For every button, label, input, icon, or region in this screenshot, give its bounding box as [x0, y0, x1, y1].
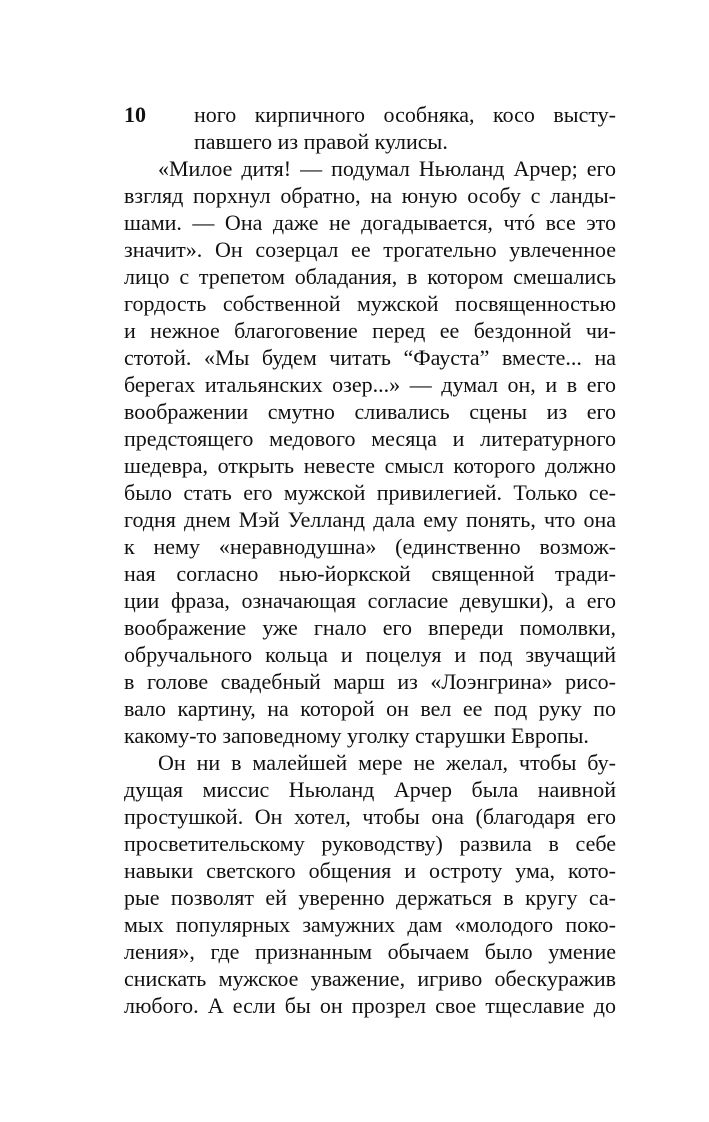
text-line: Он ни в малейшей мере не желал, чтобы бу-: [158, 750, 616, 775]
text-line: взгляд порхнул обратно, на юную особу с ланды-: [124, 183, 616, 208]
text-line: какому-то заповедному уголку старушки Европы.: [124, 723, 589, 748]
text-line: к нему «неравнодушна» (единственно возмож-: [124, 534, 616, 559]
paragraph-2: [124, 155, 616, 749]
page-number: 10: [124, 102, 146, 127]
text-line: дущая миссис Ньюланд Арчер была наивной: [124, 777, 616, 802]
text-line: шедевра, открыть невесте смысл которого должно: [124, 453, 616, 478]
text-line: лицо с трепетом обладания, в котором смешались: [124, 264, 616, 289]
text-line: и нежное благоговение перед ее бездонной чи-: [124, 318, 616, 343]
text-line: предстоящего медового месяца и литературного: [124, 426, 616, 451]
text-line: значит». Он созерцал ее трогательно увлеченное: [124, 237, 616, 262]
paragraph-3: [124, 749, 616, 1019]
text-line: павшего из правой кулисы.: [194, 129, 448, 154]
text-line: снискать мужское уважение, игриво обескуражив: [124, 966, 616, 991]
body-text: [124, 101, 616, 1019]
text-line: годня днем Мэй Уелланд дала ему понять, что она: [124, 507, 616, 532]
text-line: просветительскому руководству) развила в себе: [124, 831, 616, 856]
text-line: воображение уже гнало его впереди помолвки,: [124, 615, 616, 640]
text-line: «Милое дитя! — подумал Ньюланд Арчер; его: [158, 156, 616, 181]
text-line: ления», где признанным обычаем было умение: [124, 939, 616, 964]
text-line: рые позволят ей уверенно держаться в кругу са-: [124, 885, 616, 910]
text-line: вало картину, на которой он вел ее под руку по: [124, 696, 616, 721]
paragraph-1: [124, 101, 616, 155]
text-line: стотой. «Мы будем читать “Фауста” вместе... на: [124, 345, 616, 370]
text-line: ного кирпичного особняка, косо высту-: [194, 102, 616, 127]
text-line: гордость собственной мужской посвященностью: [124, 291, 616, 316]
text-line: мых популярных замужних дам «молодого поко-: [124, 912, 616, 937]
text-line: любого. А если бы он прозрел свое тщеславие до: [124, 993, 616, 1018]
text-line: ции фраза, означающая согласие девушки), а его: [124, 588, 616, 613]
text-line: навыки светского общения и остроту ума, кото-: [124, 858, 616, 883]
text-line: было стать его мужской привилегией. Только се-: [124, 480, 616, 505]
text-line: простушкой. Он хотел, чтобы она (благодаря его: [124, 804, 616, 829]
text-line: воображении смутно сливались сцены из его: [124, 399, 616, 424]
text-line: в голове свадебный марш из «Лоэнгрина» рисо-: [124, 669, 616, 694]
text-line: обручального кольца и поцелуя и под звучащий: [124, 642, 616, 667]
text-line: ная согласно нью-йоркской священной тради-: [124, 561, 616, 586]
text-line: шами. — Она даже не догадывается, чтó все это: [124, 210, 616, 235]
text-line: берегах итальянских озер...» — думал он, и в его: [124, 372, 616, 397]
